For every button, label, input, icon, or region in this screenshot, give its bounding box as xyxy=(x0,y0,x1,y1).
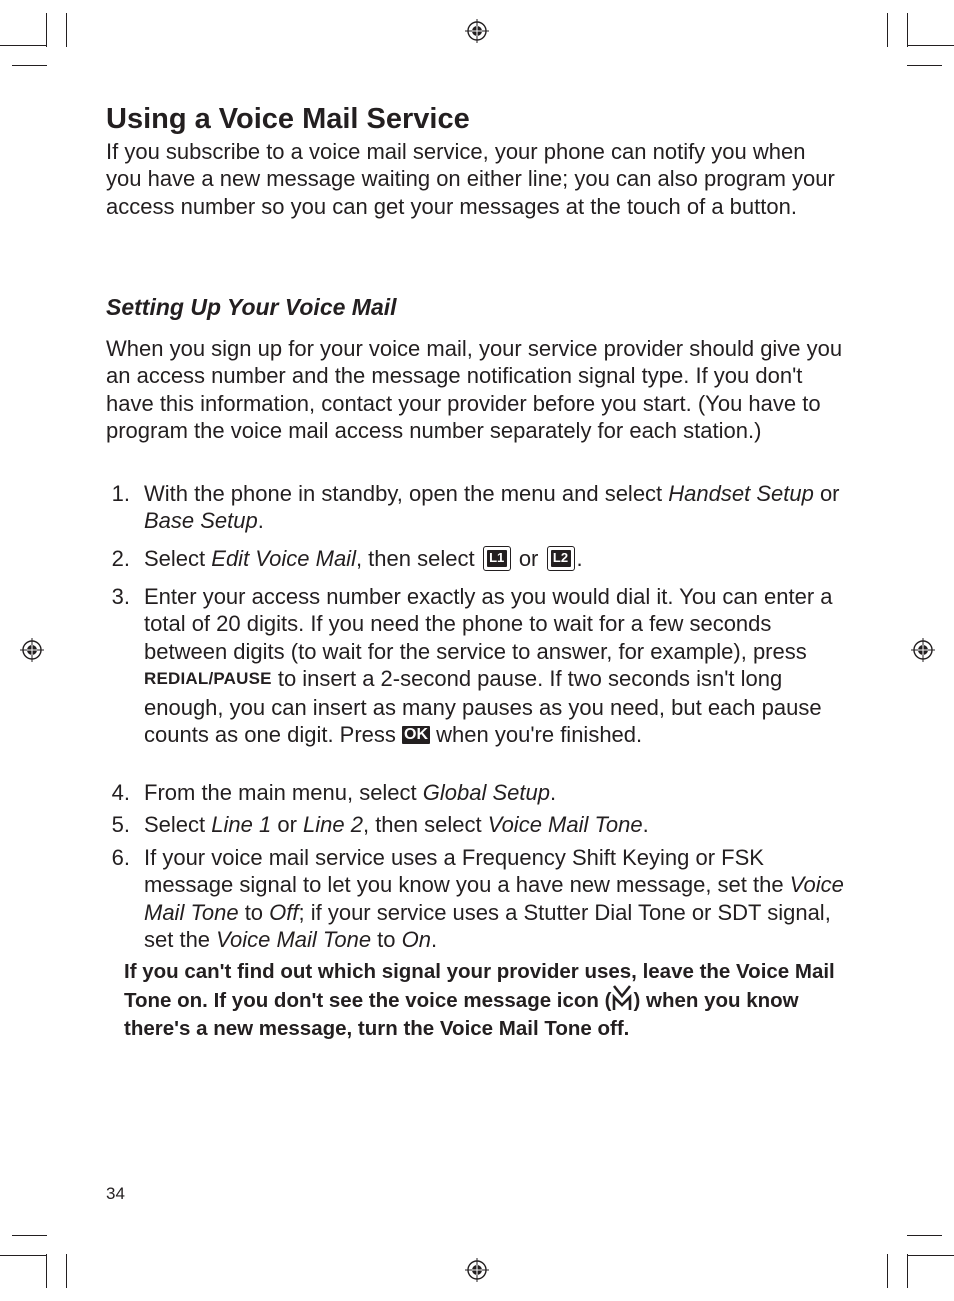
crop-mark xyxy=(887,13,888,47)
crop-mark xyxy=(46,1254,47,1288)
registration-mark-icon xyxy=(20,638,44,662)
crop-mark xyxy=(12,1235,47,1236)
registration-mark-icon xyxy=(465,1258,489,1282)
section-title: Setting Up Your Voice Mail xyxy=(106,294,397,320)
line2-key-icon: L2 xyxy=(547,546,575,571)
step-text: Select Line 1 or Line 2, then select Voice Mail Tone. xyxy=(144,812,649,837)
step-number: 6. xyxy=(111,845,130,870)
step-text: With the phone in standby, open the menu and select Handset Setup or Base Setup. xyxy=(144,481,840,534)
ok-key-icon: OK xyxy=(404,726,429,744)
crop-mark xyxy=(887,1254,888,1288)
crop-mark xyxy=(0,45,47,46)
crop-mark xyxy=(66,13,67,47)
step-text: Enter your access number exactly as you would dial it. You can enter a total of 20 digits. If you need the phone to wait for a few seconds between digits (to wait for the service to answer, for example), press REDIAL/PAUSE to insert a 2-second pause. If two seconds isn't long enough, you can insert as many pauses as you need, but each pause counts as one digit. Press OK when you're finished. xyxy=(144,584,833,748)
crop-mark xyxy=(907,65,942,66)
step-number: 1. xyxy=(111,481,130,506)
page-number: 34 xyxy=(106,1184,125,1203)
step-number: 2. xyxy=(111,546,130,571)
section-intro: When you sign up for your voice mail, your service provider should give you an access number and the message notification signal type. If you don't have this information, contact your provider before you start. (You have to program the voice mail access number separately for each station.) xyxy=(106,336,843,443)
crop-mark xyxy=(0,1255,47,1256)
crop-mark xyxy=(907,1254,908,1288)
redial-pause-key: REDIAL/PAUSE xyxy=(144,668,272,688)
crop-mark xyxy=(907,1255,954,1256)
registration-mark-icon xyxy=(465,19,489,43)
registration-mark-icon xyxy=(911,638,935,662)
crop-mark xyxy=(907,13,908,47)
crop-mark xyxy=(907,1235,942,1236)
intro-paragraph: If you subscribe to a voice mail service, your phone can notify you when you have a new message waiting on either line; you can also program your access number so you can get your messages at the touch of a button. xyxy=(106,139,835,219)
page-title: Using a Voice Mail Service xyxy=(106,103,470,135)
step-text: If your voice mail service uses a Frequency Shift Keying or FSK message signal to let you know you a have new message, set the Voice Mail Tone to Off; if your service uses a Stutter Dial Tone or SDT signal, set the Voice Mail Tone to On. xyxy=(144,845,844,952)
note-text: If you can't find out which signal your provider uses, leave the Voice Mail Tone on. If you don't see the voice message icon ( ) when you know there's a new message, turn the Voice Mail Tone off. xyxy=(124,960,835,1041)
step-number: 3. xyxy=(111,584,130,609)
voice-mail-icon xyxy=(611,984,633,1012)
crop-mark xyxy=(907,45,954,46)
step-text: From the main menu, select Global Setup. xyxy=(144,780,557,805)
step-number: 5. xyxy=(111,812,130,837)
step-text: Select Edit Voice Mail, then select L1 or L2 . xyxy=(144,546,583,571)
crop-mark xyxy=(46,13,47,47)
line1-key-icon: L1 xyxy=(483,546,511,571)
crop-mark xyxy=(66,1254,67,1288)
crop-mark xyxy=(12,65,47,66)
step-number: 4. xyxy=(111,780,130,805)
